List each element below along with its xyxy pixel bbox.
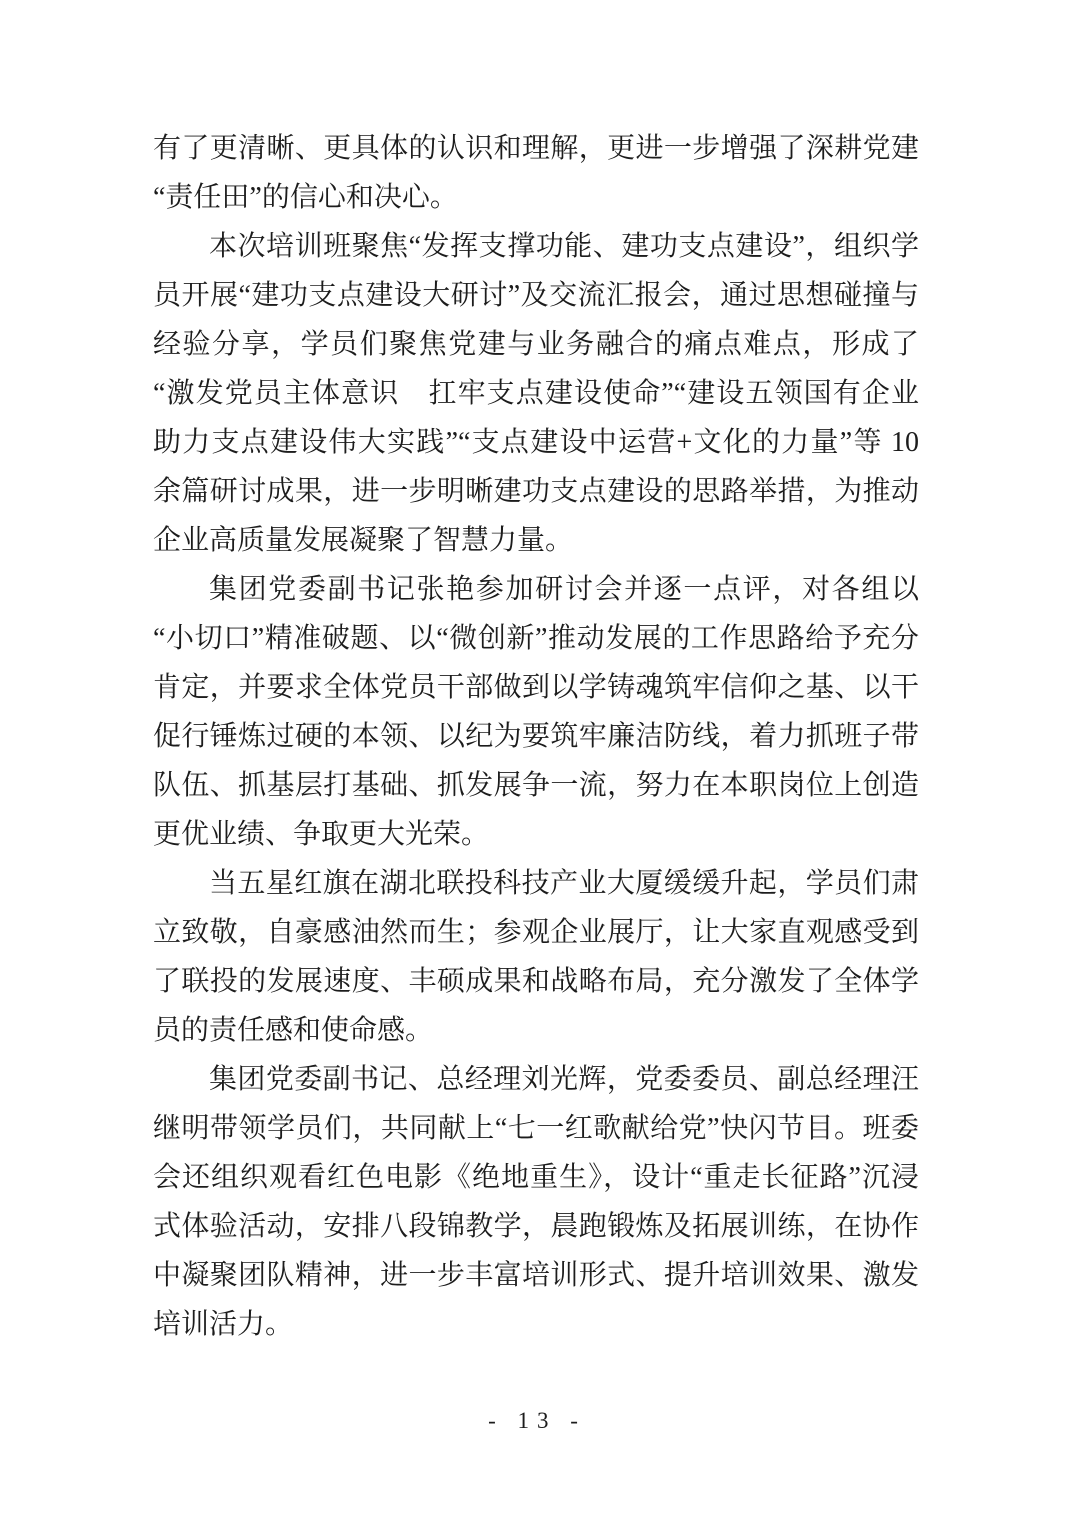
paragraph-flag-raising: 当五星红旗在湖北联投科技产业大厦缓缓升起，学员们肃立致敬，自豪感油然而生；参观企业展厅，让大家直观感受到了联投的发展速度、丰硕成果和战略布局，充分激发了全体学员的责任感和使命感。 <box>153 868 919 1046</box>
document-body <box>153 124 948 1349</box>
page-number: - 13 - <box>488 1408 586 1433</box>
paragraph-activities: 集团党委副书记、总经理刘光辉，党委委员、副总经理汪继明带领学员们，共同献上“七一红歌献给党”快闪节目。班委会还组织观看红色电影《绝地重生》，设计“重走长征路”沉浸式体验活动，安排八段锦教学，晨跑锻炼及拓展训练，在协作中凝聚团队精神，进一步丰富培训形式、提升培训效果、激发培训活力。 <box>153 1064 919 1340</box>
paragraph-training-session: 本次培训班聚焦“发挥支撑功能、建功支点建设”，组织学员开展“建功支点建设大研讨”及交流汇报会，通过思想碰撞与经验分享，学员们聚焦党建与业务融合的痛点难点，形成了“激发党员主体意识 扛牢支点建设使命”“建设五领国有企业 助力支点建设伟大实践”“支点建设中运营+文化的力量”等 10 余篇研讨成果，进一步明晰建功支点建设的思路举措，为推动企业高质量发展凝聚了智慧力量。 <box>153 231 948 556</box>
paragraph-deputy-secretary-review: 集团党委副书记张艳参加研讨会并逐一点评，对各组以“小切口”精准破题、以“微创新”推动发展的工作思路给予充分肯定，并要求全体党员干部做到以学铸魂筑牢信仰之基、以干促行锤炼过硬的本领、以纪为要筑牢廉洁防线，着力抓班子带队伍、抓基层打基础、抓发展争一流，努力在本职岗位上创造更优业绩、争取更大光荣。 <box>153 574 919 850</box>
paragraph-continuation: 有了更清晰、更具体的认识和理解，更进一步增强了深耕党建“责任田”的信心和决心。 <box>153 133 919 213</box>
page-footer <box>0 1408 1074 1434</box>
